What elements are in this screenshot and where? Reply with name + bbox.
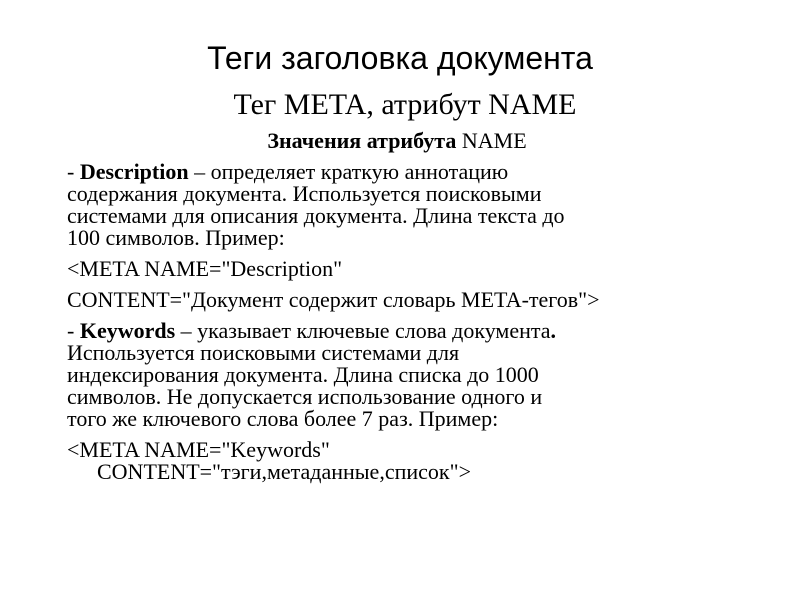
slide-title: Теги заголовка документа: [207, 40, 593, 76]
description-line-3: системами для описания документа. Длина текста до: [67, 203, 565, 228]
description-line-2: содержания документа. Используется поисковыми: [67, 181, 542, 206]
keywords-line-3: индексирования документа. Длина списка до 1000: [67, 362, 539, 387]
section-heading-bold: Значения атрибута: [267, 128, 457, 153]
slide-subtitle: Тег META, атрибут NAME: [233, 88, 577, 121]
slide-body: [67, 130, 767, 492]
keywords-text-1: – указывает ключевые слова документа: [175, 318, 551, 343]
keywords-line-5: того же ключевого слова более 7 раз. Пример:: [67, 406, 499, 431]
description-paragraph: [67, 161, 767, 249]
description-term: Description: [79, 159, 189, 184]
section-heading: [0, 130, 727, 152]
keywords-text-1-end: .: [550, 318, 557, 343]
section-heading-rest: NAME: [456, 128, 527, 153]
keywords-code-line-2: CONTENT="тэги,метаданные,список">: [97, 459, 471, 484]
description-line-4: 100 символов. Пример:: [67, 225, 285, 250]
keywords-paragraph: [67, 320, 767, 430]
description-prefix: -: [67, 159, 80, 184]
keywords-code-line-1: <META NAME="Keywords": [67, 437, 330, 462]
keywords-prefix: -: [67, 318, 80, 343]
description-line-1: [67, 159, 767, 184]
keywords-term: Keywords: [79, 318, 176, 343]
keywords-line-4: символов. Не допускается использование одного и: [67, 384, 543, 409]
description-code-line-1: <META NAME="Description": [67, 256, 343, 281]
description-text-1: – определяет краткую аннотацию: [188, 159, 509, 184]
keywords-line-1: [67, 318, 767, 343]
description-code-line-2: CONTENT="Документ содержит словарь META-тегов">: [67, 287, 600, 312]
keywords-line-2: Используется поисковыми системами для: [67, 340, 460, 365]
